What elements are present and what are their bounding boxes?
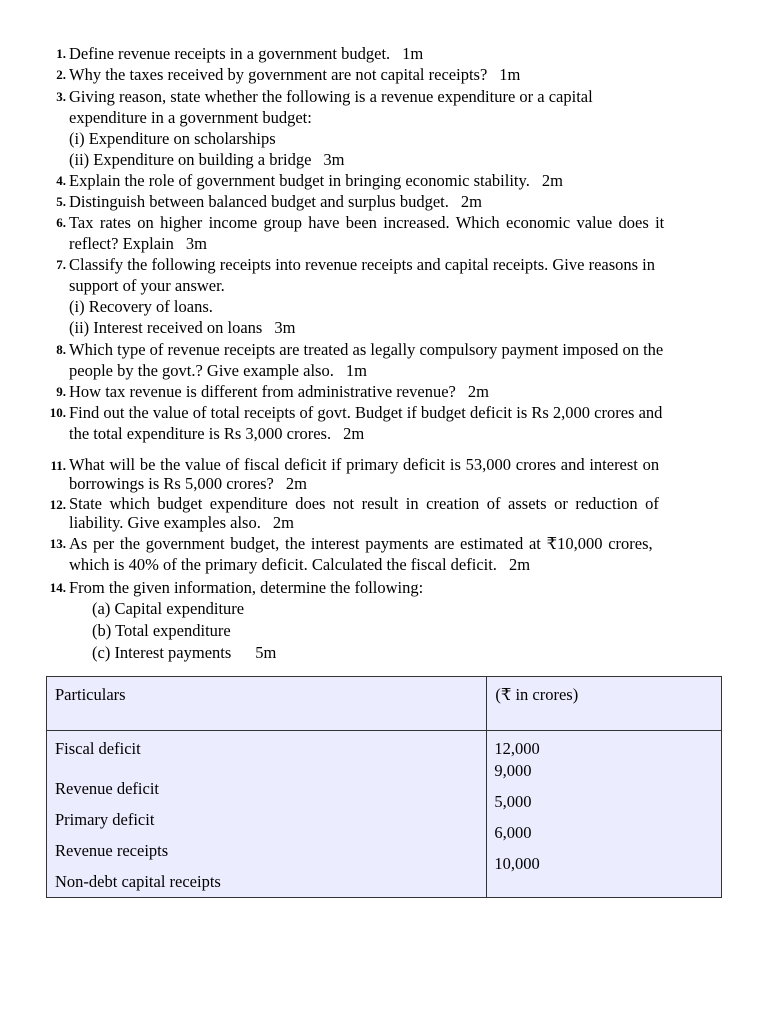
- question-text: How tax revenue is different from administrative revenue? 2m: [69, 382, 489, 401]
- sub-item: (a) Capital expenditure: [92, 599, 245, 618]
- data-table: [46, 676, 722, 898]
- question-text: Find out the value of total receipts of govt. Budget if budget deficit is Rs 2,000 crores and: [69, 403, 663, 422]
- marks-label: 1m: [402, 44, 424, 63]
- sub-item: (b) Total expenditure: [92, 621, 231, 640]
- question-text: expenditure in a government budget:: [69, 108, 312, 127]
- question-number: 9.: [56, 384, 66, 399]
- question-text: Distinguish between balanced budget and surplus budget. 2m: [69, 192, 482, 211]
- question-text: From the given information, determine the following:: [69, 578, 424, 597]
- marks-label: 2m: [541, 171, 563, 190]
- question-text: What will be the value of fiscal deficit if primary deficit is 53,000 crores and interest on: [69, 455, 660, 474]
- particular-label: Revenue deficit: [55, 779, 159, 798]
- question-text: Tax rates on higher income group have been increased. Which economic value does it: [69, 213, 665, 232]
- particular-label: Non-debt capital receipts: [55, 872, 221, 891]
- question-text: Giving reason, state whether the following is a revenue expenditure or a capital: [69, 87, 593, 106]
- question-number: 7.: [56, 257, 66, 272]
- value-label: 6,000: [494, 823, 532, 842]
- question-text: which is 40% of the primary deficit. Calculated the fiscal deficit. 2m: [69, 555, 531, 574]
- particular-label: Primary deficit: [55, 810, 155, 829]
- question-number: 4.: [56, 173, 66, 188]
- question-text: the total expenditure is Rs 3,000 crores. 2m: [69, 424, 365, 443]
- question-number: 5.: [56, 194, 66, 209]
- question-number: 1.: [56, 46, 66, 61]
- question-number: 2.: [56, 67, 66, 82]
- value-label: 12,000: [494, 739, 540, 758]
- question-text: State which budget expenditure does not result in creation of assets or reduction of: [69, 494, 659, 513]
- marks-label: 2m: [508, 555, 531, 574]
- marks-label: 2m: [460, 192, 482, 211]
- sub-item: (c) Interest payments 5m: [92, 643, 277, 662]
- marks-label: 2m: [285, 474, 307, 493]
- question-text: borrowings is Rs 5,000 crores? 2m: [69, 474, 307, 493]
- value-label: 9,000: [494, 761, 532, 780]
- values-cell: [487, 731, 722, 898]
- table-header-row: [47, 677, 722, 731]
- question-text: people by the govt.? Give example also. 1m: [69, 361, 367, 380]
- sub-item: (ii) Interest received on loans 3m: [69, 318, 296, 337]
- sub-item: (i) Expenditure on scholarships: [69, 129, 276, 148]
- table-header-cell: (₹ in crores): [487, 677, 722, 731]
- marks-label: 1m: [345, 361, 367, 380]
- question-text: As per the government budget, the interest payments are estimated at ₹10,000 crores,: [69, 534, 653, 553]
- marks-label: 2m: [272, 513, 294, 532]
- table-row: [47, 731, 722, 898]
- sub-item: (ii) Expenditure on building a bridge 3m: [69, 150, 345, 169]
- question-text: reflect? Explain 3m: [69, 234, 207, 253]
- question-text: Classify the following receipts into revenue receipts and capital receipts. Give reasons in: [69, 255, 656, 274]
- question-text: Why the taxes received by government are not capital receipts? 1m: [69, 65, 521, 84]
- marks-label: 2m: [467, 382, 489, 401]
- question-number: 12.: [49, 497, 66, 512]
- table-header-cell: Particulars: [47, 677, 487, 731]
- question-number: 13.: [49, 536, 66, 551]
- question-number: 11.: [50, 458, 66, 473]
- question-text: Explain the role of government budget in bringing economic stability. 2m: [69, 171, 563, 190]
- sub-item: (i) Recovery of loans.: [69, 297, 213, 316]
- question-number: 3.: [56, 89, 66, 104]
- marks-label: 5m: [255, 643, 277, 662]
- marks-label: 3m: [274, 318, 296, 337]
- particular-label: Revenue receipts: [55, 841, 169, 860]
- particular-label: Fiscal deficit: [55, 739, 141, 758]
- question-number: 6.: [56, 215, 66, 230]
- question-text: Which type of revenue receipts are treated as legally compulsory payment imposed on the: [69, 340, 664, 359]
- question-number: 8.: [56, 342, 66, 357]
- question-number: 14.: [49, 580, 66, 595]
- value-label: 5,000: [494, 792, 532, 811]
- question-text: Define revenue receipts in a government budget. 1m: [69, 44, 424, 63]
- marks-label: 1m: [499, 65, 521, 84]
- particulars-cell: [47, 731, 487, 898]
- marks-label: 3m: [185, 234, 207, 253]
- question-text: liability. Give examples also. 2m: [69, 513, 294, 532]
- value-label: 10,000: [494, 854, 540, 873]
- question-text: support of your answer.: [69, 276, 225, 295]
- question-number: 10.: [49, 405, 66, 420]
- marks-label: 2m: [343, 424, 365, 443]
- marks-label: 3m: [323, 150, 345, 169]
